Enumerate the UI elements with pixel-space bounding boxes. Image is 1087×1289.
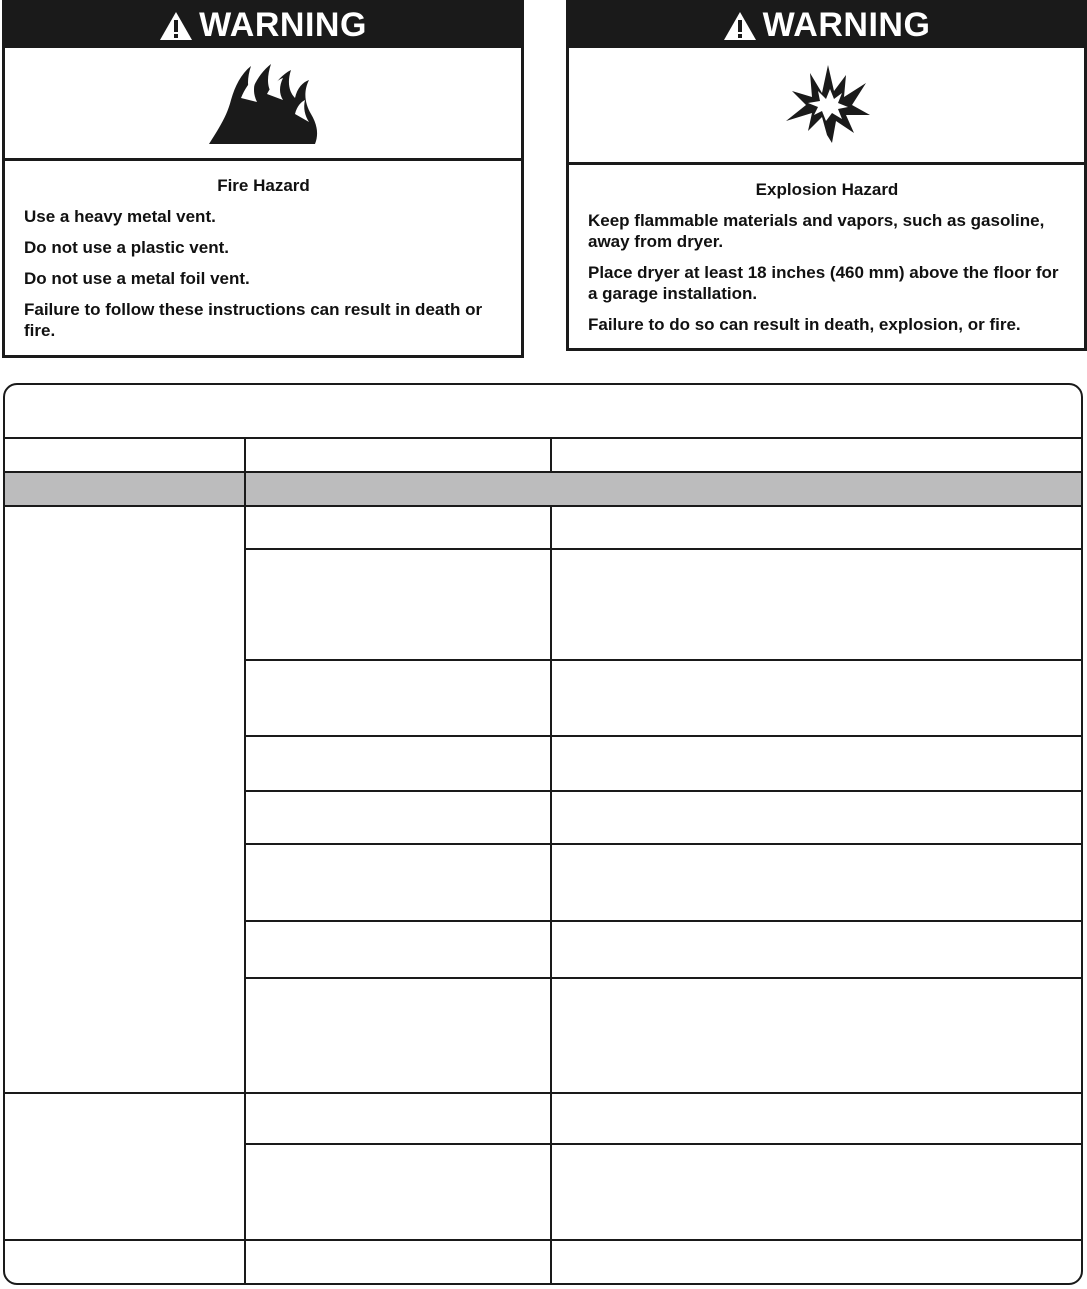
table-group-divider — [5, 1092, 1081, 1094]
warning-triangle-icon — [159, 11, 193, 41]
warning-text-line: Do not use a plastic vent. — [24, 238, 229, 257]
fire-icon — [205, 58, 321, 148]
explosion-pictogram — [569, 48, 1084, 165]
warning-text-line: Keep flammable materials and vapors, such as gasoline, away from dryer. — [588, 211, 1045, 251]
warning-triangle-icon — [723, 11, 757, 41]
table-row-divider — [244, 843, 1081, 845]
table-row-divider — [5, 505, 1081, 507]
warning-header — [569, 3, 1084, 48]
table-header-divider — [5, 437, 1081, 439]
fire-hazard-warning — [2, 0, 524, 358]
warning-body — [569, 165, 1084, 335]
warning-text-line: Failure to do so can result in death, explosion, or fire. — [588, 315, 1021, 334]
column-divider — [550, 505, 552, 1283]
table-row-divider — [244, 548, 1081, 550]
table-group-divider — [5, 1239, 1081, 1241]
warning-text-line: Failure to follow these instructions can result in death or fire. — [24, 300, 483, 340]
column-divider — [550, 437, 552, 473]
explosion-icon — [782, 63, 872, 147]
warning-heading: WARNING — [762, 6, 931, 44]
troubleshooting-table — [3, 383, 1083, 1285]
warning-text-line: Place dryer at least 18 inches (460 mm) above the floor for a garage installation. — [588, 263, 1059, 303]
table-row-divider — [244, 1143, 1081, 1145]
section-header-band — [5, 473, 1081, 505]
column-divider — [244, 437, 246, 1283]
fire-pictogram — [5, 48, 521, 161]
table-row-divider — [244, 790, 1081, 792]
explosion-hazard-warning — [566, 0, 1087, 351]
warning-text-line: Do not use a metal foil vent. — [24, 269, 250, 288]
warning-heading: WARNING — [199, 6, 367, 44]
hazard-title: Fire Hazard — [217, 176, 310, 195]
hazard-title: Explosion Hazard — [755, 180, 899, 199]
warning-header — [5, 3, 521, 48]
table-row-divider — [244, 735, 1081, 737]
table-row-divider — [244, 659, 1081, 661]
warning-text-line: Use a heavy metal vent. — [24, 207, 216, 226]
table-row-divider — [244, 977, 1081, 979]
warning-body — [5, 161, 521, 341]
table-row-divider — [244, 920, 1081, 922]
